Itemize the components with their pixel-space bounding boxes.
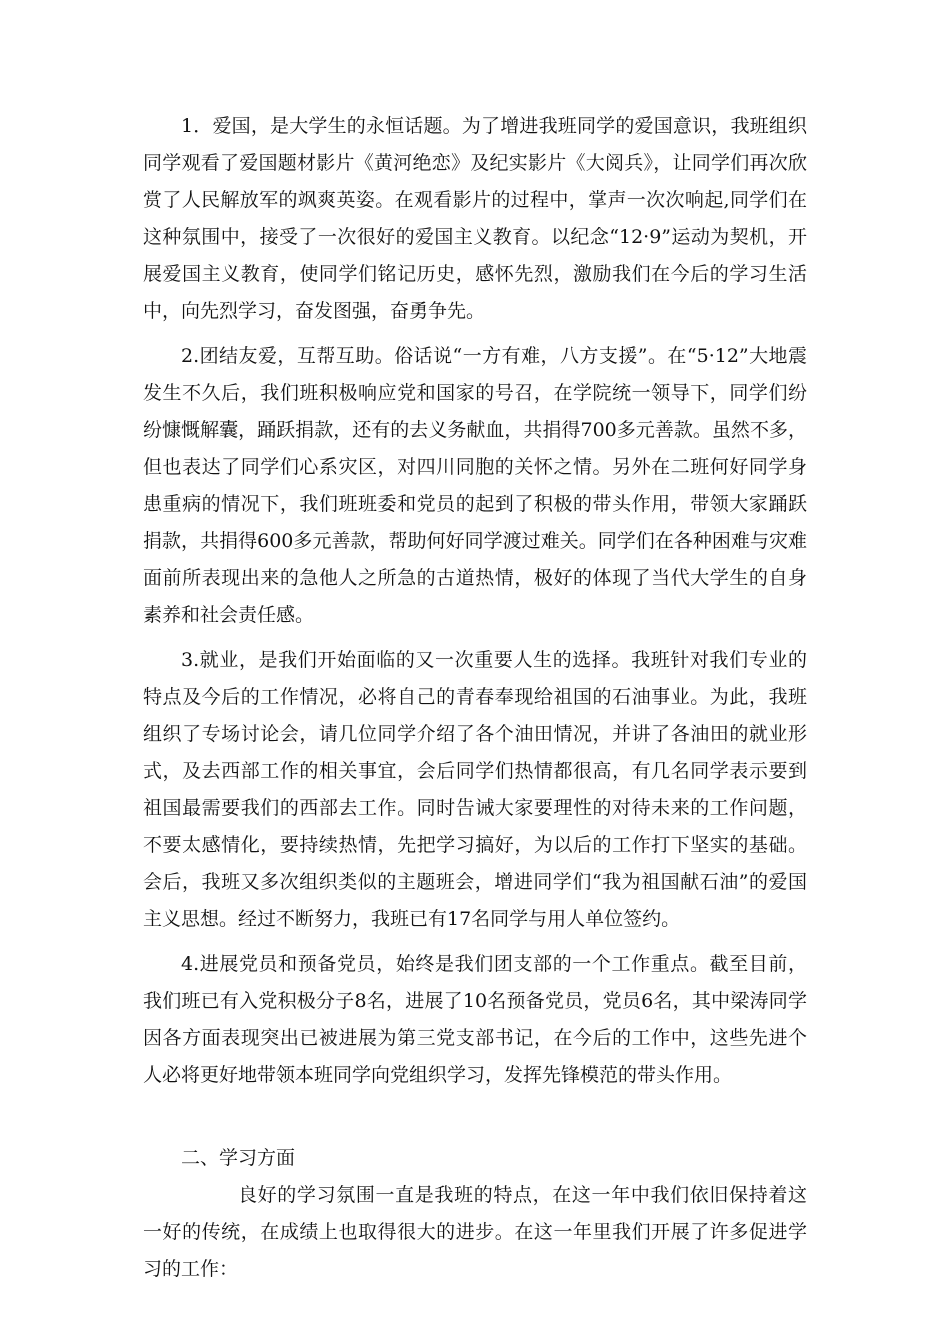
section-heading-study: 二、学习方面 [181,1147,296,1169]
paragraph-solidarity: 2.团结友爱，互帮互助。俗话说“一方有难，八方支援”。在“5·12”大地震发生不久后，我们班积极响应党和国家的号召，在学院统一领导下，同学们纷纷慷慨解囊，踊跃捐款，还有的去义务献血，共捐得700多元善款。虽然不多，但也表达了同学们心系灾区，对四川同胞的关怀之情。另外在二班何好同学身患重病的情况下，我们班班委和党员的起到了积极的带头作用，带领大家踊跃捐款，共捐得600多元善款，帮助何好同学渡过难关。同学们在各种困难与灾难面前所表现出来的急他人之所急的古道热情，极好的体现了当代大学生的自身素养和社会责任感。 [143,345,807,626]
paragraph-party-members: 4.进展党员和预备党员，始终是我们团支部的一个工作重点。截至目前，我们班已有入党积极分子8名，进展了10名预备党员，党员6名，其中梁涛同学因各方面表现突出已被进展为第三党支部书记，在今后的工作中，这些先进个人必将更好地带领本班同学向党组织学习，发挥先锋模范的带头作用。 [143,953,807,1086]
paragraph-employment: 3.就业，是我们开始面临的又一次重要人生的选择。我班针对我们专业的特点及今后的工作情况，必将自己的青春奉现给祖国的石油事业。为此，我班组织了专场讨论会，请几位同学介绍了各个油田情况，并讲了各油田的就业形式，及去西部工作的相关事宜，会后同学们热情都很高，有几名同学表示要到祖国最需要我们的西部去工作。同时告诫大家要理性的对待未来的工作问题，不要太感情化，要持续热情，先把学习搞好，为以后的工作打下坚实的基础。会后，我班又多次组织类似的主题班会，增进同学们“我为祖国献石油”的爱国主义思想。经过不断努力，我班已有17名同学与用人单位签约。 [143,649,807,930]
paragraph-study-intro: 良好的学习氛围一直是我班的特点，在这一年中我们依旧保持着这一好的传统，在成绩上也取得很大的进步。在这一年里我们开展了许多促进学习的工作： [143,1184,807,1280]
paragraph-patriotism: 1．爱国，是大学生的永恒话题。为了增进我班同学的爱国意识，我班组织同学观看了爱国题材影片《黄河绝恋》及纪实影片《大阅兵》，让同学们再次欣赏了人民解放军的飒爽英姿。在观看影片的过程中，掌声一次次响起,同学们在这种氛围中，接受了一次很好的爱国主义教育。以纪念“12·9”运动为契机，开展爱国主义教育，使同学们铭记历史，感怀先烈，激励我们在今后的学习生活中，向先烈学习，奋发图强，奋勇争先。 [143,115,807,322]
document-page [143,108,807,1288]
